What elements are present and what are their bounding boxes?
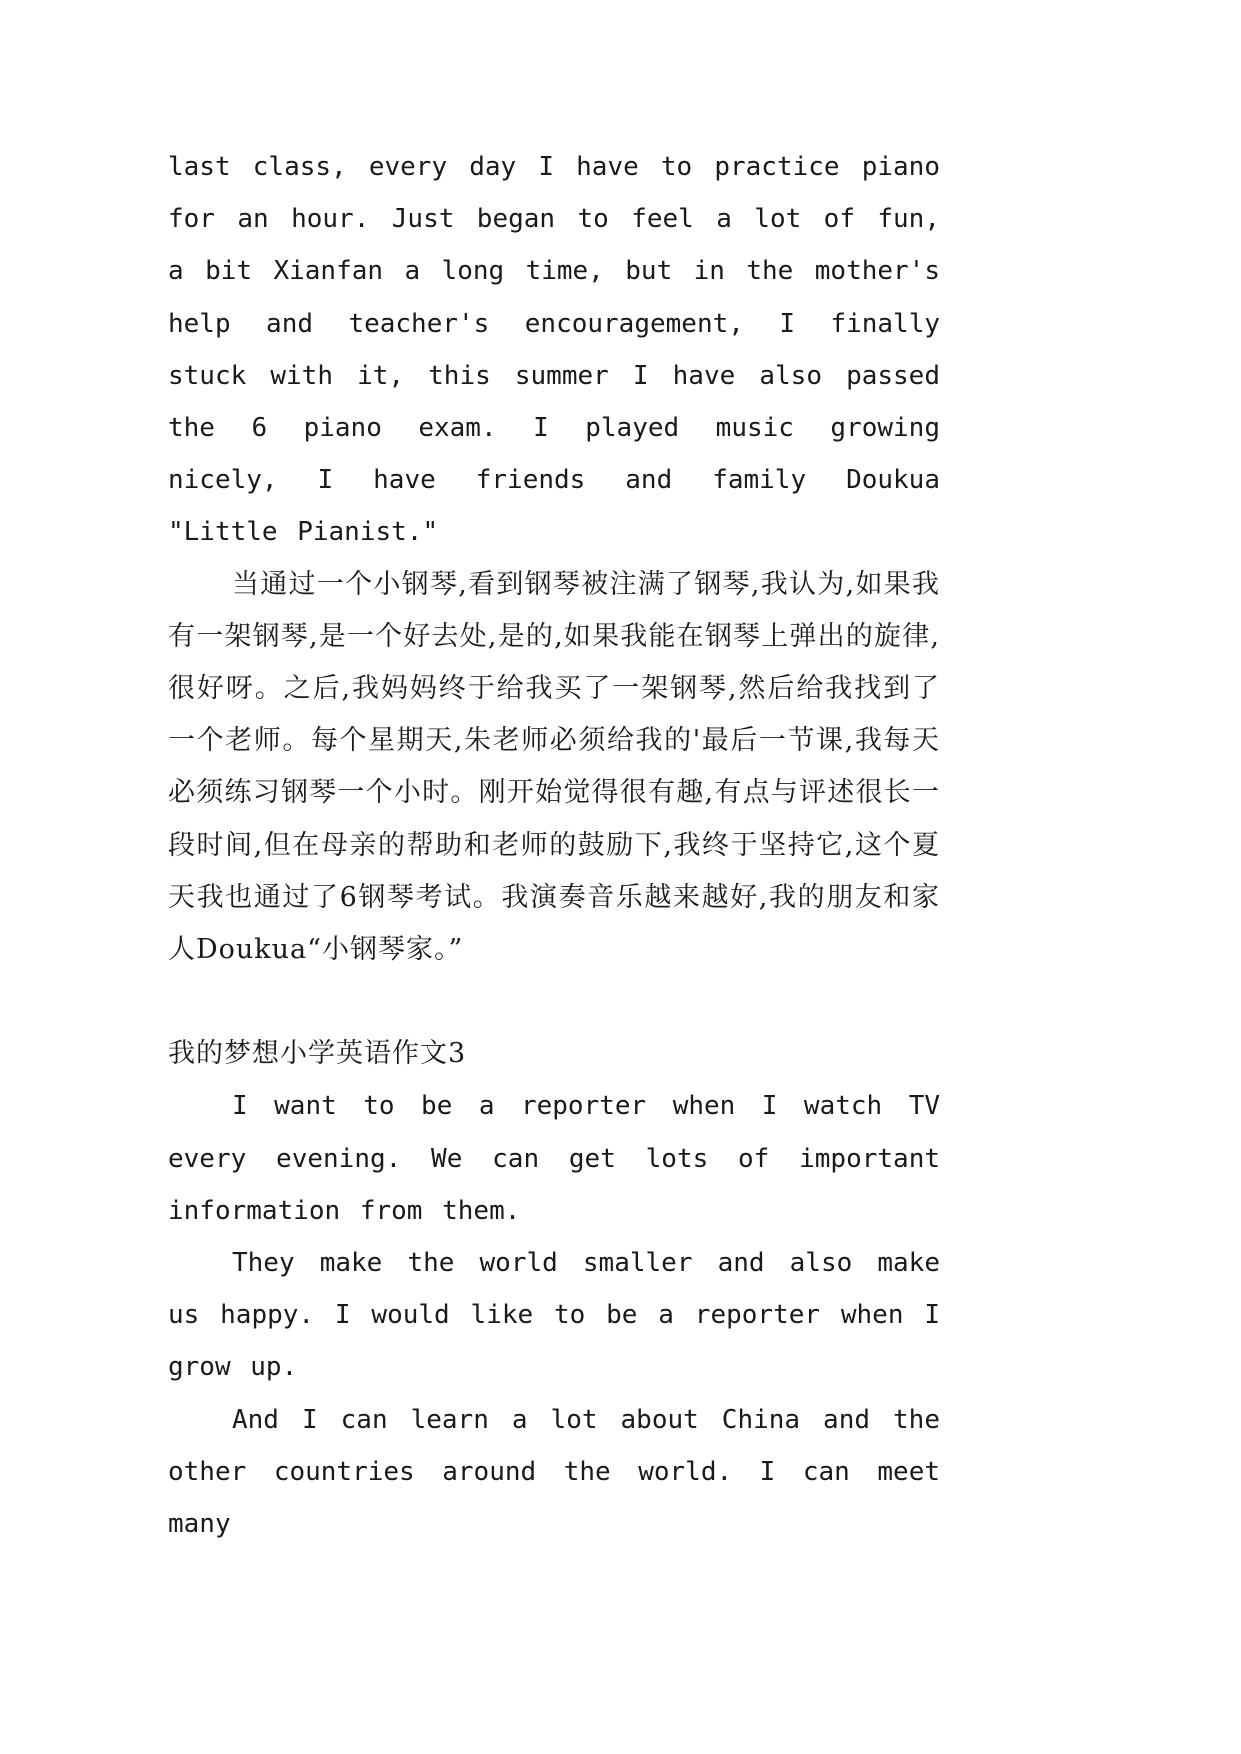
paragraph-reporter-world: They make the world smaller and also make us happy. I would like to be a reporter when I grow up. — [168, 1248, 940, 1383]
essay-heading: 我的梦想小学英语作文3 — [168, 1038, 467, 1070]
document-page — [168, 141, 940, 1550]
paragraph-reporter-learn: And I can learn a lot about China and the other countries around the world. I can meet many — [168, 1404, 940, 1540]
paragraph-english-piano: last class, every day I have to practice piano for an hour. Just began to feel a lot of fun, a bit Xianfan a long time, but in the mother's help and teacher's encouragement, I finally stuck with it, this summer I have also passed the 6 piano exam. I played music growing nicely, I have friends and family Doukua "Little Pianist." — [168, 152, 940, 548]
paragraph-chinese-piano: 当通过一个小钢琴,看到钢琴被注满了钢琴,我认为,如果我有一架钢琴,是一个好去处,是的,如果我能在钢琴上弹出的旋律,很好呀。之后,我妈妈终于给我买了一架钢琴,然后给我找到了一个老师。每个星期天,朱老师必须给我的'最后一节课,我每天必须练习钢琴一个小时。刚开始觉得很有趣,有点与评述很长一段时间,但在母亲的帮助和老师的鼓励下,我终于坚持它,这个夏天我也通过了6钢琴考试。我演奏音乐越来越好,我的朋友和家人Doukua“小钢琴家。” — [168, 568, 940, 966]
paragraph-reporter-intro: I want to be a reporter when I watch TV every evening. We can get lots of important information from them. — [168, 1091, 940, 1226]
